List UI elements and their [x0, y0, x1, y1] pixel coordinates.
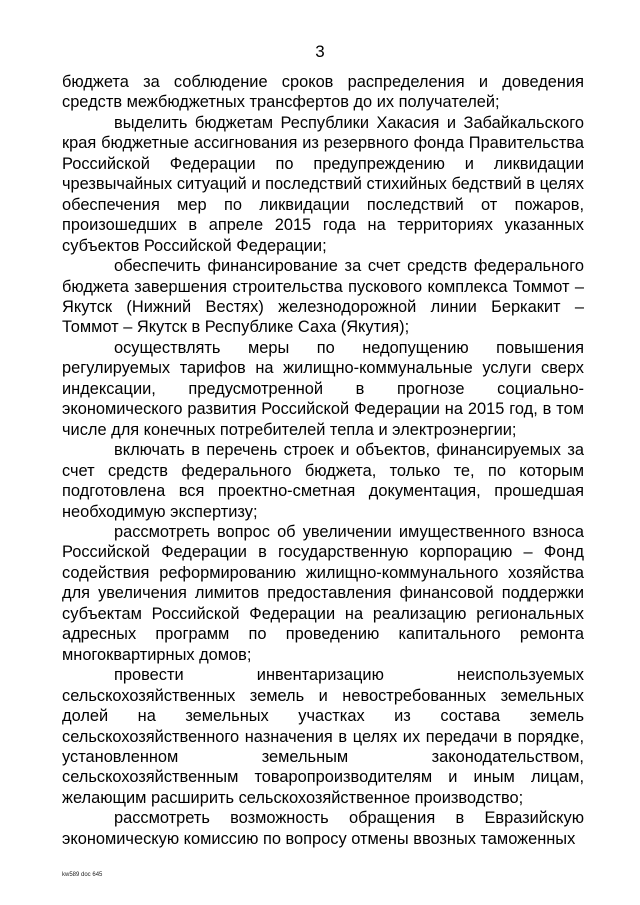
- paragraph: осуществлять меры по недопущению повышения регулируемых тарифов на жилищно-коммунальные услуги сверх индексации, предусмотренной в прогнозе социально-экономического развития Российской Федерации на 2015 год, в том числе для конечных потребителей тепла и электроэнергии;: [62, 338, 584, 439]
- paragraph: рассмотреть возможность обращения в Евразийскую экономическую комиссию по вопросу отмены ввозных таможенных: [62, 809, 584, 848]
- paragraph: бюджета за соблюдение сроков распределения и доведения средств межбюджетных трансфертов до их получателей;: [62, 73, 584, 112]
- paragraph: провести инвентаризацию неиспользуемых сельскохозяйственных земель и невостребованных земельных долей на земельных участках из состава земель сельскохозяйственного назначения в целях их передачи в порядке, установленном земельным законодательством, сельскохозяйственным товаропроизводителям и иным лицам, желающим расширить сельскохозяйственное производство;: [62, 666, 584, 807]
- page-number: 3: [315, 42, 325, 61]
- paragraph: выделить бюджетам Республики Хакасия и Забайкальского края бюджетные ассигнования из резервного фонда Правительства Российской Федерации по предупреждению и ликвидации чрезвычайных ситуаций и последствий стихийных бедствий в целях обеспечения мер по ликвидации последствий от пожаров, произошедших в апреле 2015 года на территориях указанных субъектов Российской Федерации;: [62, 113, 584, 255]
- paragraph: рассмотреть вопрос об увеличении имущественного взноса Российской Федерации в государственную корпорацию – Фонд содействия реформированию жилищно-коммунального хозяйства для увеличения лимитов предоставления финансовой поддержки субъектам Российской Федерации на реализацию региональных адресных программ по проведению капитального ремонта многоквартирных домов;: [62, 522, 584, 664]
- footer-code: kw589 doc 645: [62, 872, 103, 878]
- paragraph: обеспечить финансирование за счет средств федерального бюджета завершения строительства пускового комплекса Томмот – Якутск (Нижний Вестях) железнодорожной линии Беркакит – Томмот – Якутск в Республике Саха (Якутия);: [62, 257, 584, 337]
- document-body: [62, 72, 584, 849]
- paragraph: включать в перечень строек и объектов, финансируемых за счет средств федерального бюджета, только те, по которым подготовлена вся проектно-сметная документация, прошедшая необходимую экспертизу;: [62, 441, 584, 521]
